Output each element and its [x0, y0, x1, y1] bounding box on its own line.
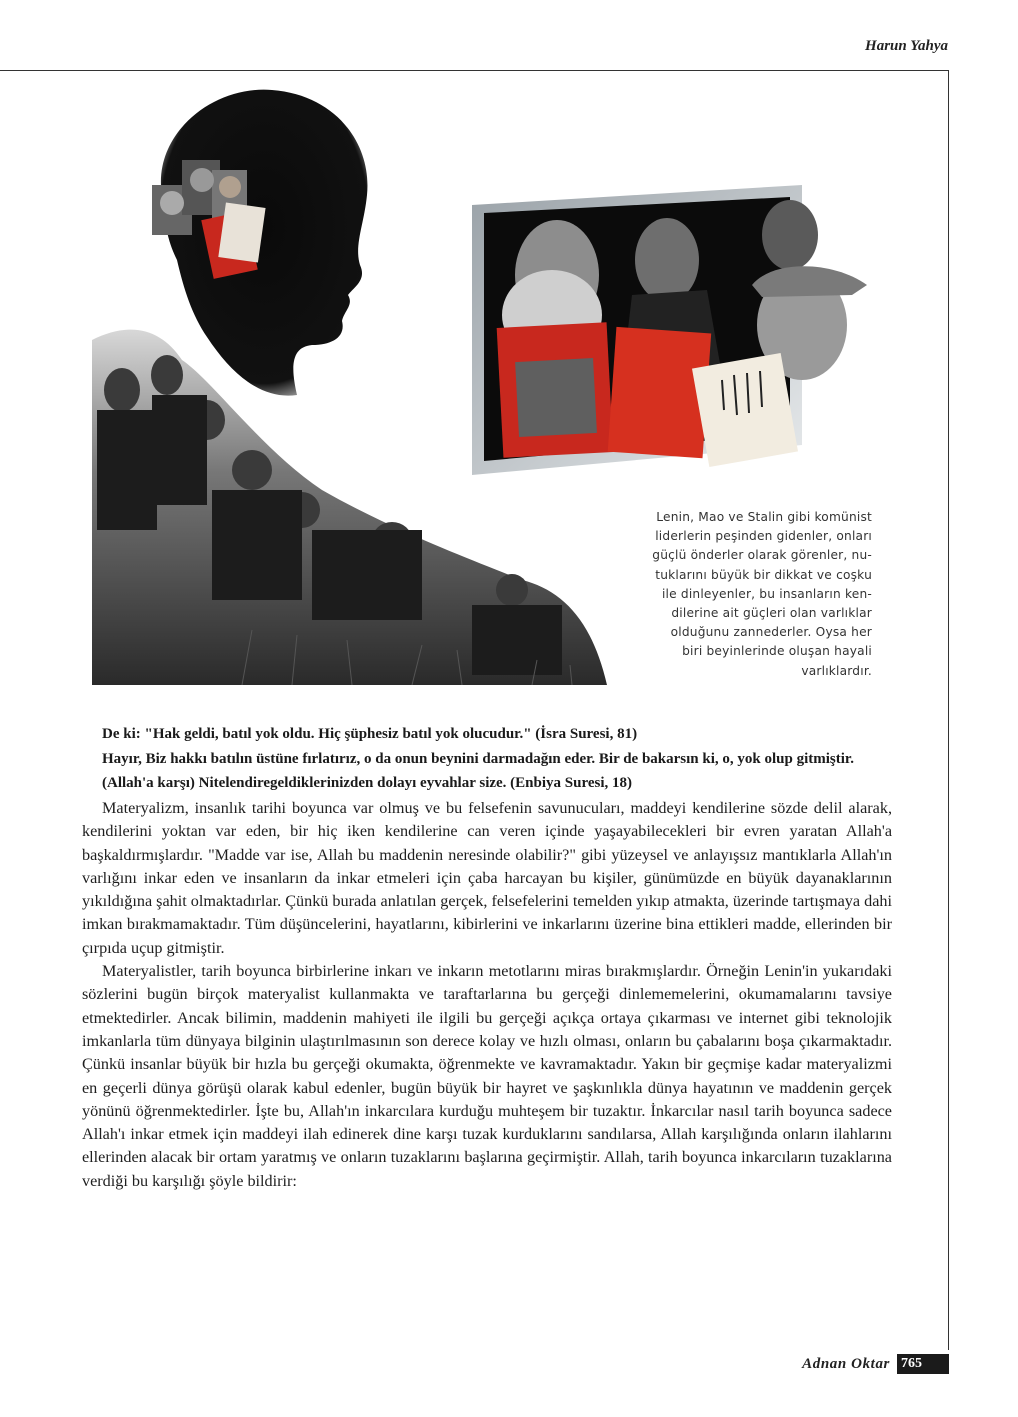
footer-author: Adnan Oktar [802, 1356, 890, 1372]
verse-enbiya: Hayır, Biz hakkı batılın üstüne fırlatırız, o da onun beynini darmadağın eder. Bir de bakarsın ki, o, yok olup gitmiştir. (Allah'a karşı) Nitelendiregeldiklerinizden dolayı eyvahlar size. (Enbiya Suresi, 18) [102, 750, 854, 791]
caption-line: güçlü önderler olarak görenler, nu- [652, 548, 872, 563]
caption-line: ile dinleyenler, bu insanların ken- [661, 586, 872, 601]
caption-line: Lenin, Mao ve Stalin gibi komünist [656, 510, 872, 524]
page-number: 765 [897, 1354, 949, 1374]
caption-line: liderlerin peşinden gidenler, onları [655, 529, 872, 544]
image-caption [612, 508, 872, 681]
caption-line: olduğunu zannederler. Oysa her [670, 625, 872, 640]
body-text [82, 797, 892, 1193]
paragraph-2: Materyalistler, tarih boyunca birbirlerine inkarı ve inkarın metotlarını miras bırakmışlardır. Örneğin Lenin'in yukarıdaki sözlerini bugün birçok materyalist kullanmakta ve taraftarlarına bu gerçeği dinlememelerini, okumamalarını tavsiye etmektedirler. Ancak bilimin, maddenin mahiyeti ile ilgili bu gerçeği açıkça ortaya çıkarması ve internet gibi teknolojik imkanlarla tüm dünyaya bilginin ulaştırılmasının son derece kolay ve hızlı olması, onların bu çabalarını boşa çıkarmaktadır. Çünkü insanlar büyük bir hızla bu gerçeği okumakta, öğrenmekte ve kavramaktadır. Yakın bir geçmişe kadar materyalizmi en geçerli dünya görüşü olarak kabul edenler, bugün büyük bir hayret ve şaşkınlıkla dünya hayatının ve maddenin gerçek yönünü öğrenmektedirler. İşte bu, Allah'ın inkarcılara kurduğu muhteşem bir tuzaktır. İnkarcılar nasıl tarih boyunca sadece Allah'ı inkar etmek için maddeyi ilah edinerek dine karşı tuzak kurduklarını sandılarsa, Allah karşılığında onların ilahlarını ellerinden alacak bir ortam yaratmış ve onların tuzaklarını başlarına geçirmiştir. Allah, tarih boyunca inkarcıların tuzaklarına verdiği bu karşılığı şöyle bildirir: [82, 962, 892, 1190]
caption-line: biri beyinlerinde oluşan hayali [682, 644, 872, 659]
frame-top-rule [0, 70, 949, 71]
leaders-books-picture [472, 175, 872, 475]
caption-line: dilerine ait güçleri olan varlıklar [671, 606, 872, 621]
paragraph-1: Materyalizm, insanlık tarihi boyunca var olmuş ve bu felsefenin savunucuları, maddeyi kendilerine sözde delil alarak, kendilerini yoktan var eden, bir hiç iken kendilerine can veren içinde yaşayabilecekleri bir evren yaratan Allah'a başkaldırmışlardır. "Madde var ise, Allah bu maddenin neresinde olabilir?" gibi yüzeysel ve anlayışsız mantıklarla Allah'ın varlığını inkar eden ve insanların da inkar etmeleri için çaba harcayan bu kişiler, günümüzde en büyük dayanaklarının yıkıldığına şahit olmaktadırlar. Çünkü burada anlatılan gerçek, felsefelerini temelden yıkıp atmakta, üzerinde tartışmaya dahi imkan bırakmamaktadır. Tüm düşüncelerini, hayatlarını, kibirlerini ve inkarlarını üzerine bina ettikleri madde, ellerinden bir çırpıda uçup gitmiştir. [82, 799, 892, 957]
verse-quote [102, 722, 892, 796]
caption-line: tuklarını büyük bir dikkat ve coşku [655, 567, 872, 582]
running-header: Harun Yahya [865, 38, 948, 54]
verse-isra: De ki: "Hak geldi, batıl yok oldu. Hiç şüphesiz batıl yok olucudur." (İsra Suresi, 81) [102, 726, 638, 742]
caption-line: varlıklardır. [801, 663, 872, 678]
frame-right-rule [948, 70, 949, 1350]
